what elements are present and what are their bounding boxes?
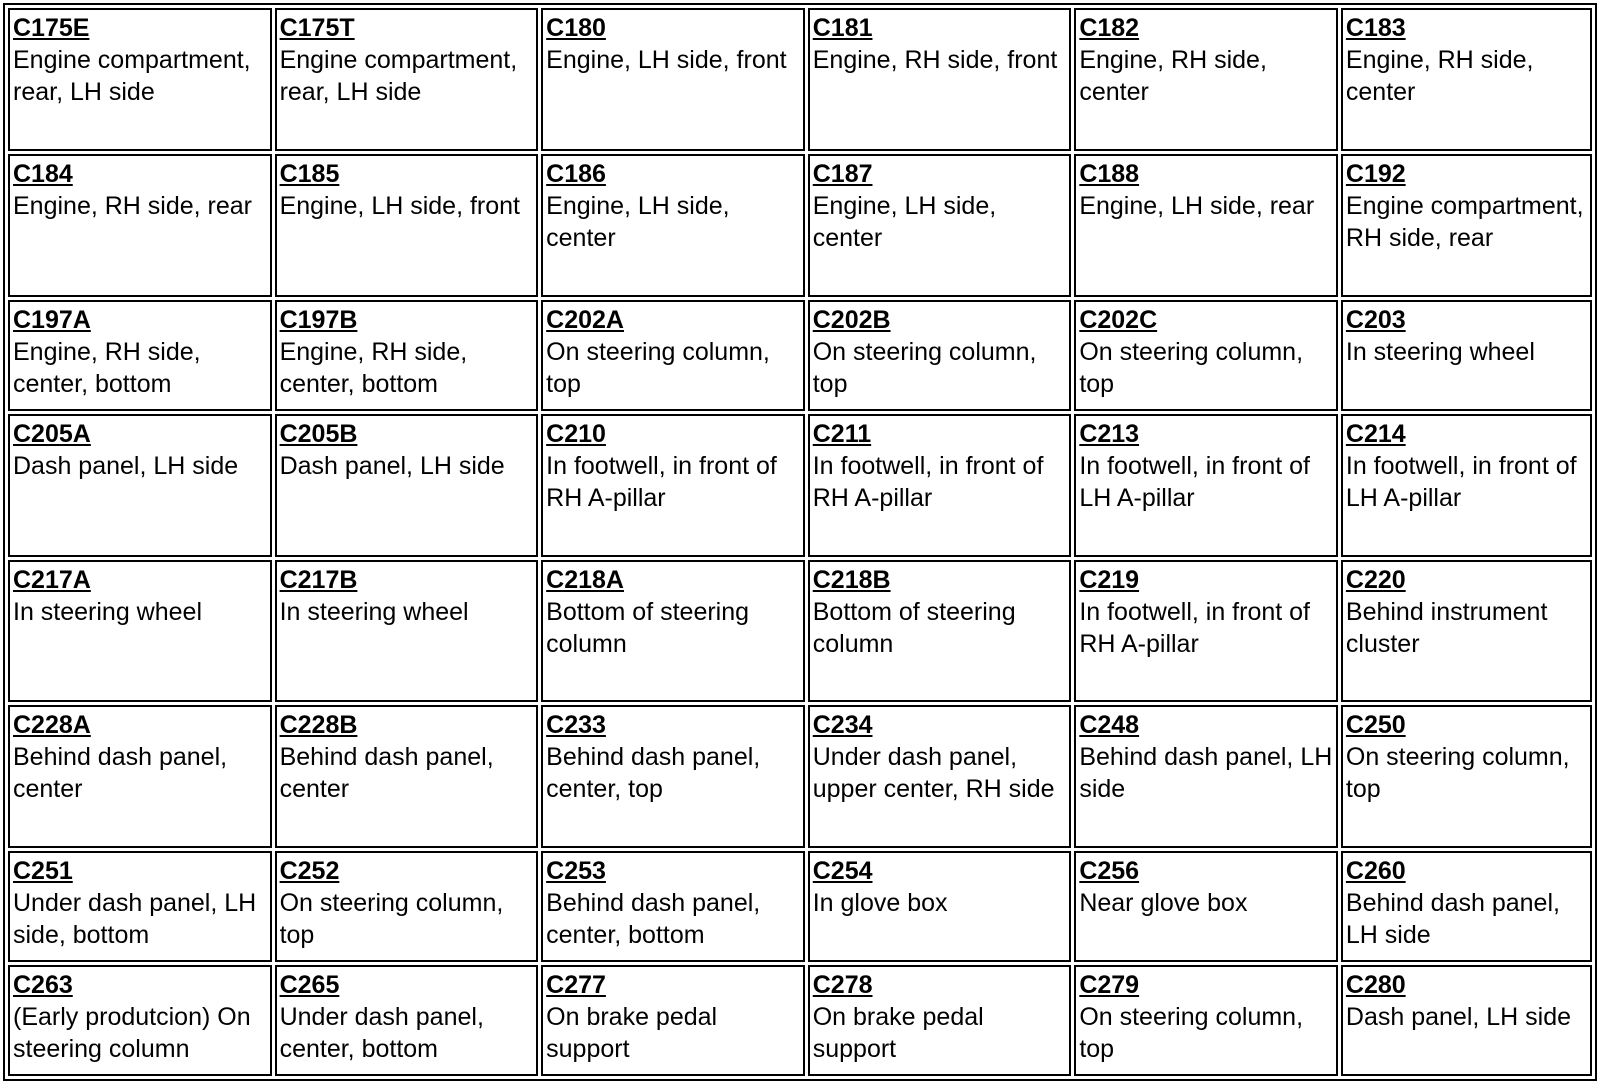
connector-location: Behind dash panel, center	[13, 743, 228, 804]
connector-cell	[541, 8, 805, 151]
connector-code[interactable]: C185	[279, 159, 340, 188]
connector-cell	[8, 560, 272, 703]
connector-cell	[1074, 8, 1338, 151]
connector-cell	[1341, 154, 1592, 297]
connector-code[interactable]: C181	[812, 14, 873, 42]
connector-location: Engine, LH side, center	[546, 191, 730, 252]
connector-cell	[541, 705, 805, 848]
connector-cell	[808, 300, 1072, 411]
connector-cell	[1074, 154, 1338, 297]
connector-code[interactable]: C192	[1345, 159, 1406, 188]
connector-location: Engine, RH side, center	[1079, 46, 1267, 106]
connector-code[interactable]: C228B	[279, 711, 358, 740]
connector-cell	[541, 560, 805, 703]
connector-code[interactable]: C252	[279, 857, 340, 886]
connector-code[interactable]: C219	[1079, 565, 1140, 594]
connector-code[interactable]: C184	[13, 159, 73, 188]
connector-cell	[1074, 705, 1338, 848]
connector-location: In steering wheel	[279, 597, 469, 626]
connector-cell	[541, 154, 805, 297]
connector-location: Engine, RH side, center, bottom	[279, 337, 468, 398]
connector-code[interactable]: C260	[1345, 857, 1406, 886]
connector-cell	[8, 300, 272, 411]
connector-cell	[1074, 300, 1338, 411]
connector-code[interactable]: C220	[1345, 565, 1406, 594]
connector-location: Behind instrument cluster	[1345, 597, 1548, 658]
connector-code[interactable]: C265	[279, 971, 340, 1000]
connector-code[interactable]: C277	[546, 971, 606, 1000]
connector-cell	[275, 705, 539, 848]
connector-cell	[1341, 965, 1592, 1076]
connector-code[interactable]: C278	[812, 971, 873, 1000]
connector-location: Dash panel, LH side	[1345, 1003, 1572, 1032]
connector-location: On steering column, top	[812, 337, 1037, 398]
connector-location: Behind dash panel, center, top	[546, 743, 761, 804]
connector-location: In footwell, in front of RH A-pillar	[546, 451, 777, 512]
connector-location: Behind dash panel, center, bottom	[546, 889, 761, 950]
connector-cell	[275, 965, 539, 1076]
connector-cell	[275, 851, 539, 962]
table-row	[8, 8, 1592, 151]
connector-location: Engine, RH side, front	[812, 46, 1058, 74]
connector-location: Engine, LH side, front	[279, 191, 520, 220]
connector-location: Dash panel, LH side	[13, 451, 239, 480]
connector-code[interactable]: C214	[1345, 419, 1406, 448]
connector-location: Engine, RH side, rear	[13, 191, 253, 220]
table-row	[8, 414, 1592, 557]
connector-location: Bottom of steering column	[546, 597, 750, 658]
connector-code[interactable]: C202B	[812, 305, 891, 334]
connector-code[interactable]: C197A	[13, 305, 91, 334]
connector-cell	[8, 965, 272, 1076]
connector-cell	[8, 154, 272, 297]
connector-location: Behind dash panel, LH side	[1079, 743, 1333, 804]
connector-code[interactable]: C280	[1345, 971, 1406, 1000]
connector-cell	[541, 300, 805, 411]
connector-location: On steering column, top	[1345, 743, 1570, 804]
connector-location: Under dash panel, center, bottom	[279, 1003, 484, 1064]
connector-location: In footwell, in front of LH A-pillar	[1345, 451, 1577, 512]
connector-cell	[1074, 965, 1338, 1076]
connector-location: Engine, LH side, front	[546, 46, 787, 74]
connector-code[interactable]: C248	[1079, 711, 1140, 740]
connector-location: Engine, LH side, center	[812, 191, 997, 252]
connector-cell	[541, 965, 805, 1076]
connector-location: Engine compartment, RH side, rear	[1345, 191, 1584, 252]
connector-location: Near glove box	[1079, 889, 1248, 918]
connector-code[interactable]: C256	[1079, 857, 1140, 886]
connector-code[interactable]: C213	[1079, 419, 1140, 448]
connector-cell	[8, 414, 272, 557]
connector-location: In glove box	[812, 889, 948, 918]
table-row	[8, 965, 1592, 1076]
connector-code[interactable]: C254	[812, 857, 873, 886]
connector-code[interactable]: C217B	[279, 565, 358, 594]
connector-cell	[8, 8, 272, 151]
connector-cell	[808, 414, 1072, 557]
connector-cell	[1074, 414, 1338, 557]
connector-code[interactable]: C263	[13, 971, 73, 1000]
connector-location: On steering column, top	[546, 337, 770, 398]
connector-location: Bottom of steering column	[812, 597, 1016, 658]
connector-code[interactable]: C253	[546, 857, 606, 886]
connector-location: In steering wheel	[1345, 337, 1535, 366]
connector-location: Engine, RH side, center, bottom	[13, 337, 201, 398]
connector-cell	[808, 560, 1072, 703]
table-row	[8, 560, 1592, 703]
connector-cell	[275, 560, 539, 703]
connector-code[interactable]: C202A	[546, 305, 624, 334]
connector-cell	[1341, 414, 1592, 557]
connector-code[interactable]: C218A	[546, 565, 624, 594]
table-row	[8, 851, 1592, 962]
connector-cell	[1341, 705, 1592, 848]
connector-code[interactable]: C175E	[13, 14, 90, 42]
connector-location: In footwell, in front of RH A-pillar	[1079, 597, 1310, 658]
connector-code[interactable]: C228A	[13, 711, 91, 740]
connector-cell	[808, 965, 1072, 1076]
connector-cell	[1341, 8, 1592, 151]
connector-location: (Early produtcion) On steering column	[13, 1003, 251, 1064]
connector-code[interactable]: C203	[1345, 305, 1406, 334]
connector-cell	[275, 154, 539, 297]
connector-code[interactable]: C202C	[1079, 305, 1158, 334]
connector-cell	[8, 705, 272, 848]
connector-code[interactable]: C205B	[279, 419, 358, 448]
connector-location: In footwell, in front of LH A-pillar	[1079, 451, 1310, 512]
connector-code[interactable]: C182	[1079, 14, 1140, 42]
connector-cell	[1074, 560, 1338, 703]
connector-cell	[8, 851, 272, 962]
connector-cell	[1341, 560, 1592, 703]
connector-cell	[275, 8, 539, 151]
connector-code[interactable]: C197B	[279, 305, 358, 334]
connector-cell	[541, 851, 805, 962]
connector-location: On steering column, top	[1079, 1003, 1304, 1064]
connector-code[interactable]: C217A	[13, 565, 91, 594]
table-row	[8, 705, 1592, 848]
connector-location: Dash panel, LH side	[279, 451, 505, 480]
connector-location: In steering wheel	[13, 597, 203, 626]
connector-code[interactable]: C234	[812, 711, 873, 740]
connector-location: Engine compartment, rear, LH side	[13, 46, 251, 106]
connector-code[interactable]: C279	[1079, 971, 1140, 1000]
connector-code[interactable]: C251	[13, 857, 73, 886]
connector-cell	[1341, 300, 1592, 411]
connector-location: Engine, RH side, center	[1345, 46, 1534, 106]
connector-cell	[541, 414, 805, 557]
connector-location: On steering column, top	[1079, 337, 1304, 398]
connector-location: Behind dash panel, center	[279, 743, 494, 804]
connector-cell	[1341, 851, 1592, 962]
connector-location: Engine, LH side, rear	[1079, 191, 1315, 220]
connector-code[interactable]: C233	[546, 711, 606, 740]
connector-cell	[808, 851, 1072, 962]
connector-location: On steering column, top	[279, 889, 504, 950]
connector-code[interactable]: C210	[546, 419, 606, 448]
connector-location: Engine compartment, rear, LH side	[279, 46, 518, 106]
connector-location: Behind dash panel, LH side	[1345, 889, 1560, 950]
connector-code[interactable]: C180	[546, 14, 606, 42]
connector-code[interactable]: C186	[546, 159, 606, 188]
connector-location: Under dash panel, upper center, RH side	[812, 743, 1055, 804]
table-row	[8, 300, 1592, 411]
connector-location: Under dash panel, LH side, bottom	[13, 889, 257, 950]
connector-cell	[275, 300, 539, 411]
connector-cell	[275, 414, 539, 557]
connector-code[interactable]: C188	[1079, 159, 1140, 188]
connector-code[interactable]: C218B	[812, 565, 891, 594]
connector-location: On brake pedal support	[812, 1003, 984, 1064]
connector-code[interactable]: C211	[812, 419, 872, 448]
connector-cell	[808, 8, 1072, 151]
connector-location: On brake pedal support	[546, 1003, 718, 1064]
connector-cell	[808, 705, 1072, 848]
connector-location: In footwell, in front of RH A-pillar	[812, 451, 1044, 512]
connector-code[interactable]: C205A	[13, 419, 91, 448]
connector-code[interactable]: C175T	[279, 14, 355, 42]
connector-code[interactable]: C183	[1345, 14, 1406, 42]
table-row	[8, 154, 1592, 297]
connector-cell	[1074, 851, 1338, 962]
connector-code[interactable]: C250	[1345, 711, 1406, 740]
connector-location-table	[3, 3, 1597, 1081]
connector-cell	[808, 154, 1072, 297]
connector-code[interactable]: C187	[812, 159, 873, 188]
